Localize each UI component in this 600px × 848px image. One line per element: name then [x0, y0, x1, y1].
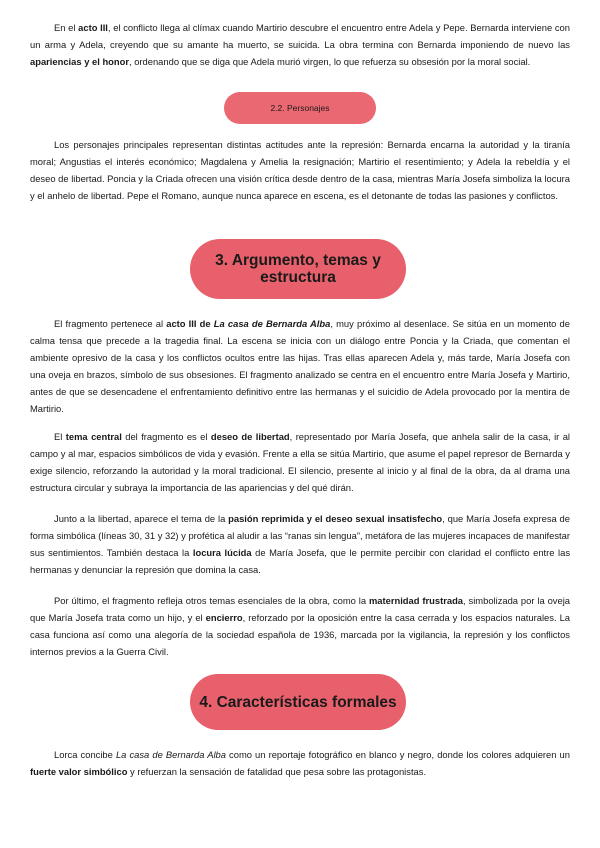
section-heading-argumento: 3. Argumento, temas y estructura — [190, 239, 406, 299]
paragraph-pasion-reprimida: Junto a la libertad, aparece el tema de la pasión reprimida y el deseo sexual insatisfecho, que María Josefa expresa de forma simbólica (líneas 30, 31 y 32) y profética al aludir a las “ranas sin lengua”, metáfora de las mujeres incapaces de manifestar sus sentimientos. También destaca la locura lúcida de María Josefa, que le permite percibir con claridad el conflicto entre las hermanas y denunciar la represión que domina la casa. — [30, 513, 571, 576]
paragraph-tema-central: El tema central del fragmento es el deseo de libertad, representado por María Josefa, que anhela salir de la casa, ir al campo y al mar, espacios simbólicos de vida y evasión. Frente a ella se sitúa Martirio, que asume el papel represor de Bernarda y exige silencio, reforzando la autoridad y la moral tradicional. El silencio, presente al inicio y al final de la obra, da al drama una estructura circular y subraya la importancia de las apariencias y del qué dirán. — [30, 431, 570, 494]
paragraph-otros-temas: Por último, el fragmento refleja otros temas esenciales de la obra, como la maternidad frustrada, simbolizada por la oveja que María Josefa trata como un hijo, y el encierro, reforzado por la oposición entre la casa cerrada y los espacios naturales. La casa funciona así como una alegoría de la sociedad española de 1936, marcada por la vigilancia, la represión y los conflictos internos previos a la Guerra Civil. — [30, 595, 570, 658]
paragraph-act-iii-ending: En el acto III, el conflicto llega al clímax cuando Martirio descubre el encuentro entre Adela y Pepe. Bernarda interviene con un arma y Adela, creyendo que su amante ha muerto, se suicida. La obra termina con Bernarda imponiendo de nuevo las apariencias y el honor, ordenando que se diga que Adela murió virgen, lo que refuerza su obsesión por la moral social. — [30, 22, 570, 68]
section-heading-caracteristicas: 4. Características formales — [190, 674, 406, 730]
paragraph-personajes: Los personajes principales representan distintas actitudes ante la represión: Bernarda encarna la autoridad y la tiranía moral; Angustias el interés económico; Magdalena y Amelia la resignación; Martirio el resentimiento; y Adela la rebeldía y el deseo de libertad. Poncia y la Criada ofrecen una visión crítica desde dentro de la casa, mientras María Josefa simboliza la locura y el anhelo de libertad. Pepe el Romano, aunque nunca aparece en escena, es el detonante de todas las pasiones y conflictos. — [30, 139, 570, 202]
paragraph-argumento: El fragmento pertenece al acto III de La casa de Bernarda Alba, muy próximo al desenlace. Se sitúa en un momento de calma tensa que precede a la tragedia final. La escena se inicia con un diálogo entre Poncia y la Criada, que comentan el ambiente opresivo de la casa y los conflictos ocultos entre las hijas. Tras ellas aparecen Adela y, más tarde, María Josefa con una oveja en brazos, símbolo de sus obsesiones. El fragmento analizado se centra en el encuentro entre María Josefa y Martirio, antes de que se desencadene el enfrentamiento definitivo entre las hermanas y el suicidio de Adela provocado por la mentira de Martirio. — [30, 318, 570, 415]
paragraph-caracteristicas: Lorca concibe La casa de Bernarda Alba como un reportaje fotográfico en blanco y negro, donde los colores adquieren un fuerte valor simbólico y refuerzan la sensación de fatalidad que pesa sobre las protagonistas. — [30, 749, 570, 778]
section-heading-personajes: 2.2. Personajes — [224, 92, 376, 124]
